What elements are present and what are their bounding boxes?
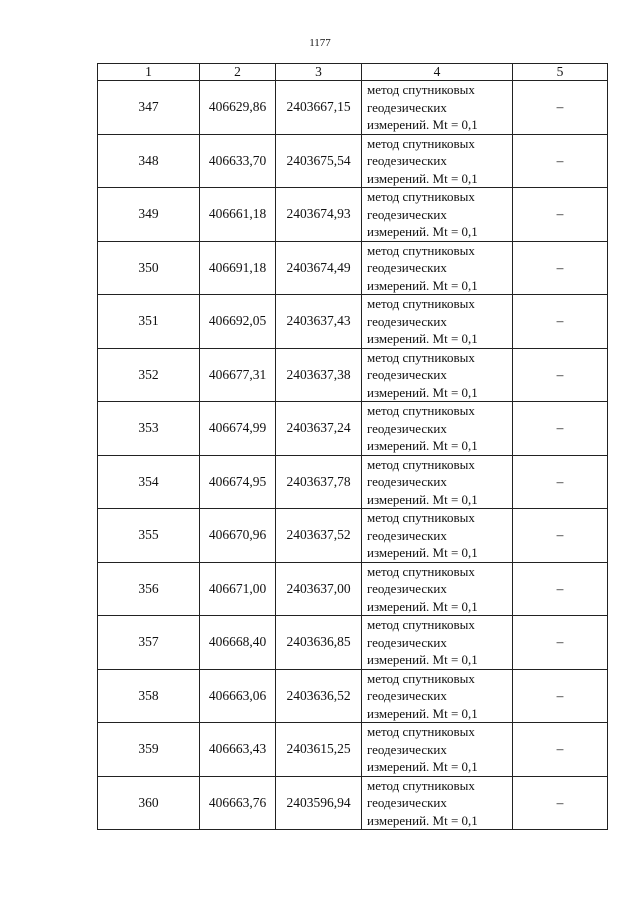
y-coordinate-cell: 2403637,00 [276,562,362,616]
method-line: геодезических [367,206,447,222]
method-line: измерений. Mt = 0,1 [367,438,478,453]
y-coordinate-cell: 2403636,52 [276,669,362,723]
note-cell: – [513,348,608,402]
header-col-3: 3 [276,64,362,81]
y-coordinate-cell: 2403674,93 [276,188,362,242]
x-coordinate-cell: 406674,95 [200,455,276,509]
point-number-cell: 347 [98,81,200,135]
table-row [98,402,608,456]
header-col-2: 2 [200,64,276,81]
table-row [98,348,608,402]
table-header [98,64,608,81]
note-cell: – [513,723,608,777]
method-line: геодезических [367,260,447,275]
point-number-cell: 349 [98,188,200,242]
method-cell [362,241,513,295]
method-line: геодезических [367,527,447,543]
y-coordinate-cell: 2403596,94 [276,776,362,830]
method-line: метод спутниковых [367,189,475,204]
method-line: метод спутниковых [367,82,475,97]
method-line: метод спутниковых [367,456,475,472]
method-cell [362,402,513,456]
method-line: геодезических [367,795,447,810]
x-coordinate-cell: 406670,96 [200,509,276,563]
method-line: измерений. Mt = 0,1 [367,491,478,507]
note-cell: – [513,776,608,830]
y-coordinate-cell: 2403667,15 [276,81,362,135]
method-line: геодезических [367,367,447,382]
method-line: метод спутниковых [367,349,475,365]
method-line: метод спутниковых [367,403,475,418]
method-line: геодезических [367,99,447,115]
method-line: геодезических [367,688,447,703]
point-number-cell: 353 [98,402,200,456]
x-coordinate-cell: 406663,76 [200,776,276,830]
note-cell: – [513,241,608,295]
method-line: геодезических [367,581,447,596]
header-col-1: 1 [98,64,200,81]
method-line: метод спутниковых [367,296,475,311]
table-row [98,723,608,777]
method-line: метод спутниковых [367,242,475,258]
method-line: измерений. Mt = 0,1 [367,705,478,721]
method-line: метод спутниковых [367,670,475,686]
note-cell: – [513,81,608,135]
x-coordinate-cell: 406629,86 [200,81,276,135]
header-col-4: 4 [362,64,513,81]
y-coordinate-cell: 2403615,25 [276,723,362,777]
point-number-cell: 356 [98,562,200,616]
note-cell: – [513,295,608,349]
point-number-cell: 359 [98,723,200,777]
method-line: геодезических [367,741,447,757]
point-number-cell: 348 [98,134,200,188]
table-row [98,455,608,509]
method-line: измерений. Mt = 0,1 [367,277,478,293]
point-number-cell: 360 [98,776,200,830]
y-coordinate-cell: 2403675,54 [276,134,362,188]
header-row [98,64,608,81]
table-row [98,81,608,135]
method-line: метод спутниковых [367,135,475,151]
method-line: геодезических [367,313,447,329]
table-row [98,188,608,242]
y-coordinate-cell: 2403674,49 [276,241,362,295]
method-cell [362,723,513,777]
x-coordinate-cell: 406668,40 [200,616,276,670]
y-coordinate-cell: 2403637,78 [276,455,362,509]
method-line: геодезических [367,153,447,168]
method-line: измерений. Mt = 0,1 [367,812,478,828]
point-number-cell: 350 [98,241,200,295]
note-cell: – [513,562,608,616]
header-col-5: 5 [513,64,608,81]
x-coordinate-cell: 406633,70 [200,134,276,188]
x-coordinate-cell: 406674,99 [200,402,276,456]
note-cell: – [513,509,608,563]
table-row [98,241,608,295]
method-line: измерений. Mt = 0,1 [367,224,478,239]
method-line: метод спутниковых [367,510,475,525]
method-line: измерений. Mt = 0,1 [367,384,478,400]
table-row [98,134,608,188]
y-coordinate-cell: 2403637,52 [276,509,362,563]
table-row [98,616,608,670]
point-number-cell: 354 [98,455,200,509]
point-number-cell: 358 [98,669,200,723]
y-coordinate-cell: 2403637,24 [276,402,362,456]
method-line: измерений. Mt = 0,1 [367,545,478,560]
table-row [98,295,608,349]
method-line: метод спутниковых [367,617,475,632]
method-line: измерений. Mt = 0,1 [367,598,478,614]
point-number-cell: 357 [98,616,200,670]
x-coordinate-cell: 406671,00 [200,562,276,616]
x-coordinate-cell: 406691,18 [200,241,276,295]
method-cell [362,348,513,402]
x-coordinate-cell: 406677,31 [200,348,276,402]
method-line: измерений. Mt = 0,1 [367,652,478,667]
method-cell [362,295,513,349]
method-cell [362,669,513,723]
method-cell [362,134,513,188]
method-line: метод спутниковых [367,563,475,579]
note-cell: – [513,455,608,509]
method-line: измерений. Mt = 0,1 [367,759,478,774]
method-cell [362,562,513,616]
table-row [98,776,608,830]
coordinates-table [97,63,608,830]
table-row [98,669,608,723]
x-coordinate-cell: 406692,05 [200,295,276,349]
note-cell: – [513,188,608,242]
y-coordinate-cell: 2403636,85 [276,616,362,670]
table-body [98,81,608,830]
page-number: 1177 [309,37,331,49]
method-line: метод спутниковых [367,777,475,793]
point-number-cell: 352 [98,348,200,402]
method-cell [362,455,513,509]
method-cell [362,188,513,242]
x-coordinate-cell: 406663,43 [200,723,276,777]
note-cell: – [513,402,608,456]
method-line: геодезических [367,420,447,436]
method-line: измерений. Mt = 0,1 [367,331,478,346]
x-coordinate-cell: 406663,06 [200,669,276,723]
method-line: метод спутниковых [367,724,475,739]
note-cell: – [513,616,608,670]
method-cell [362,616,513,670]
y-coordinate-cell: 2403637,38 [276,348,362,402]
method-cell [362,509,513,563]
x-coordinate-cell: 406661,18 [200,188,276,242]
note-cell: – [513,134,608,188]
point-number-cell: 351 [98,295,200,349]
method-cell [362,776,513,830]
table-row [98,509,608,563]
method-line: геодезических [367,474,447,489]
method-line: измерений. Mt = 0,1 [367,117,478,132]
method-line: измерений. Mt = 0,1 [367,170,478,186]
method-cell [362,81,513,135]
table-row [98,562,608,616]
y-coordinate-cell: 2403637,43 [276,295,362,349]
point-number-cell: 355 [98,509,200,563]
method-line: геодезических [367,634,447,650]
note-cell: – [513,669,608,723]
